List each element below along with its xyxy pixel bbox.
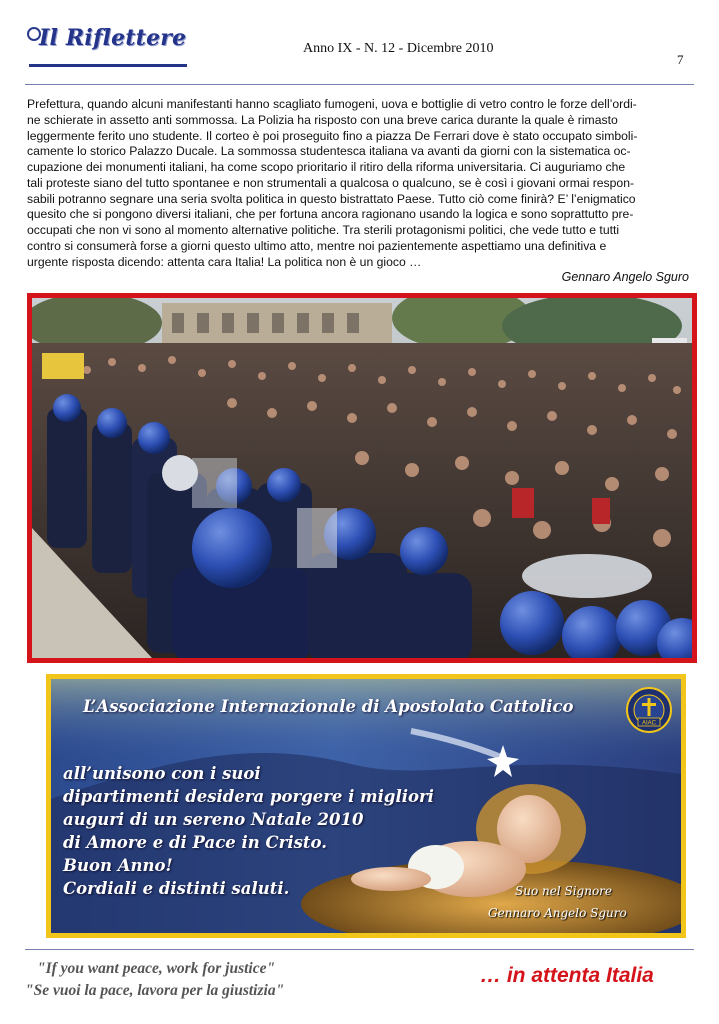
banner-signature: Gennaro Angelo Sguro xyxy=(488,906,627,920)
footer-divider xyxy=(25,949,694,950)
article-line: cupazione dei monumenti italiani, ha come scopo prioritario il ritiro della riforma universitaria. Ci auguriamo che xyxy=(27,160,626,174)
article-text xyxy=(27,97,695,270)
article-signature: Gennaro Angelo Sguro xyxy=(561,270,689,284)
article-line: tali proteste siano del tutto spontanee e non strumentali a qualcosa o qualcuno, se è così i giovani ormai respon- xyxy=(27,175,635,190)
association-emblem-icon xyxy=(626,687,672,733)
page-number: 7 xyxy=(677,52,684,67)
emblem-text: AIAC xyxy=(641,720,657,727)
greeting-line: all’unisono con i suoi xyxy=(63,764,261,783)
christmas-greeting-banner xyxy=(46,674,686,938)
footer-quote-italian: "Se vuoi la pace, lavora per la giustizia" xyxy=(25,982,285,999)
masthead-underline xyxy=(29,64,187,67)
greeting-line: dipartimenti desidera porgere i migliori xyxy=(63,787,434,806)
article-line: contro si consumerà forse a giorni questo ultimo atto, mentre noi pazientemente aspettiamo una definitiva e xyxy=(27,238,607,253)
banner-signoff: Suo nel Signore xyxy=(515,884,613,898)
protest-photo xyxy=(27,293,697,663)
article-line: camente lo storico Palazzo Ducale. La sommossa studentesca italiana va avanti da giorni con la sistematica oc- xyxy=(27,144,631,159)
banner-greeting xyxy=(63,762,434,900)
article-line: ne schierate in assetto anti sommossa. La Polizia ha risposto con una breve carica durante la quale è rimasto xyxy=(27,112,618,127)
masthead-title: Il Riflettere xyxy=(39,25,187,51)
article-line: occupati che non vi sono al momento alternative politiche. Tra sterili protagonismi politici, che vede tutto e tutti xyxy=(27,223,620,237)
masthead-logo xyxy=(27,25,192,73)
header-divider xyxy=(25,84,694,85)
greeting-line: di Amore e di Pace in Cristo. xyxy=(63,833,327,852)
issue-info: Anno IX - N. 12 - Dicembre 2010 xyxy=(303,41,494,56)
article-line: leggermente ferito uno studente. Il corteo è poi proseguito fino a piazza De Ferrari dove è stato occupato simboli- xyxy=(27,128,638,143)
page-header xyxy=(0,0,719,80)
footer-quote-english: "If you want peace, work for justice" xyxy=(37,960,276,977)
greeting-line: Cordiali e distinti saluti. xyxy=(63,879,290,898)
article-line: sabili potranno segnare una seria svolta politica in questo bistrattato Paese. Tutto ciò come finirà? E’ l’enigmatico xyxy=(27,191,636,206)
greeting-line: auguri di un sereno Natale 2010 xyxy=(63,810,364,829)
greeting-line: Buon Anno! xyxy=(63,856,173,875)
article-line: Prefettura, quando alcuni manifestanti hanno scagliato fumogeni, uova e bottiglie di vetro contro le forze dell’ordi- xyxy=(27,97,637,111)
protest-photo-illustration xyxy=(32,298,692,658)
banner-title: L’Associazione Internazionale di Apostolato Cattolico xyxy=(83,697,574,716)
article-line: urgente risposta dicendo: attenta cara Italia! La politica non è un gioco … xyxy=(27,254,422,269)
footer-slogan: … in attenta Italia xyxy=(480,964,654,987)
article-line: quesito che si pongono diversi italiani, che per fortuna ancora ragionano usando la logica e sono soprattutto pre- xyxy=(27,207,634,222)
